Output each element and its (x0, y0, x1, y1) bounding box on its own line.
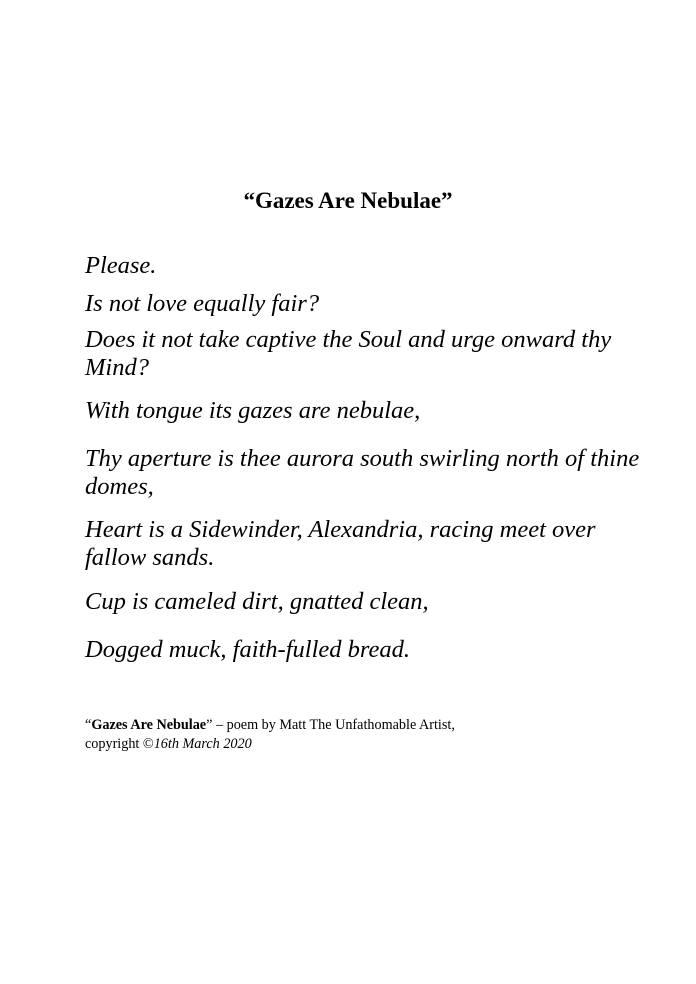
footer-open-quote: “ (85, 717, 92, 733)
copyright-date: 16th March 2020 (153, 736, 252, 752)
poem-line: Does it not take captive the Soul and urge onward thy Mind? (85, 326, 612, 381)
footer-attribution-line (85, 716, 645, 735)
copyright-footer (85, 716, 645, 754)
poem-line: With tongue its gazes are nebulae, (85, 397, 421, 424)
poem-line: Dogged muck, faith-fulled bread. (85, 636, 411, 663)
poem-line: Is not love equally fair? (85, 290, 320, 317)
copyright-label: copyright © (85, 736, 154, 752)
poem-line: Cup is cameled dirt, gnatted clean, (85, 588, 429, 615)
footer-attribution: ” – poem by Matt The Unfathomable Artist, (206, 717, 455, 733)
poem-line: Thy aperture is thee aurora south swirling north of thine domes, (85, 445, 640, 500)
poem-line: Heart is a Sidewinder, Alexandria, racing meet over fallow sands. (85, 516, 596, 571)
footer-copyright-line (85, 735, 645, 754)
footer-poem-title: Gazes Are Nebulae (91, 717, 207, 733)
poem-title: “Gazes Are Nebulae” (243, 188, 453, 213)
poem-line: Please. (85, 252, 157, 279)
